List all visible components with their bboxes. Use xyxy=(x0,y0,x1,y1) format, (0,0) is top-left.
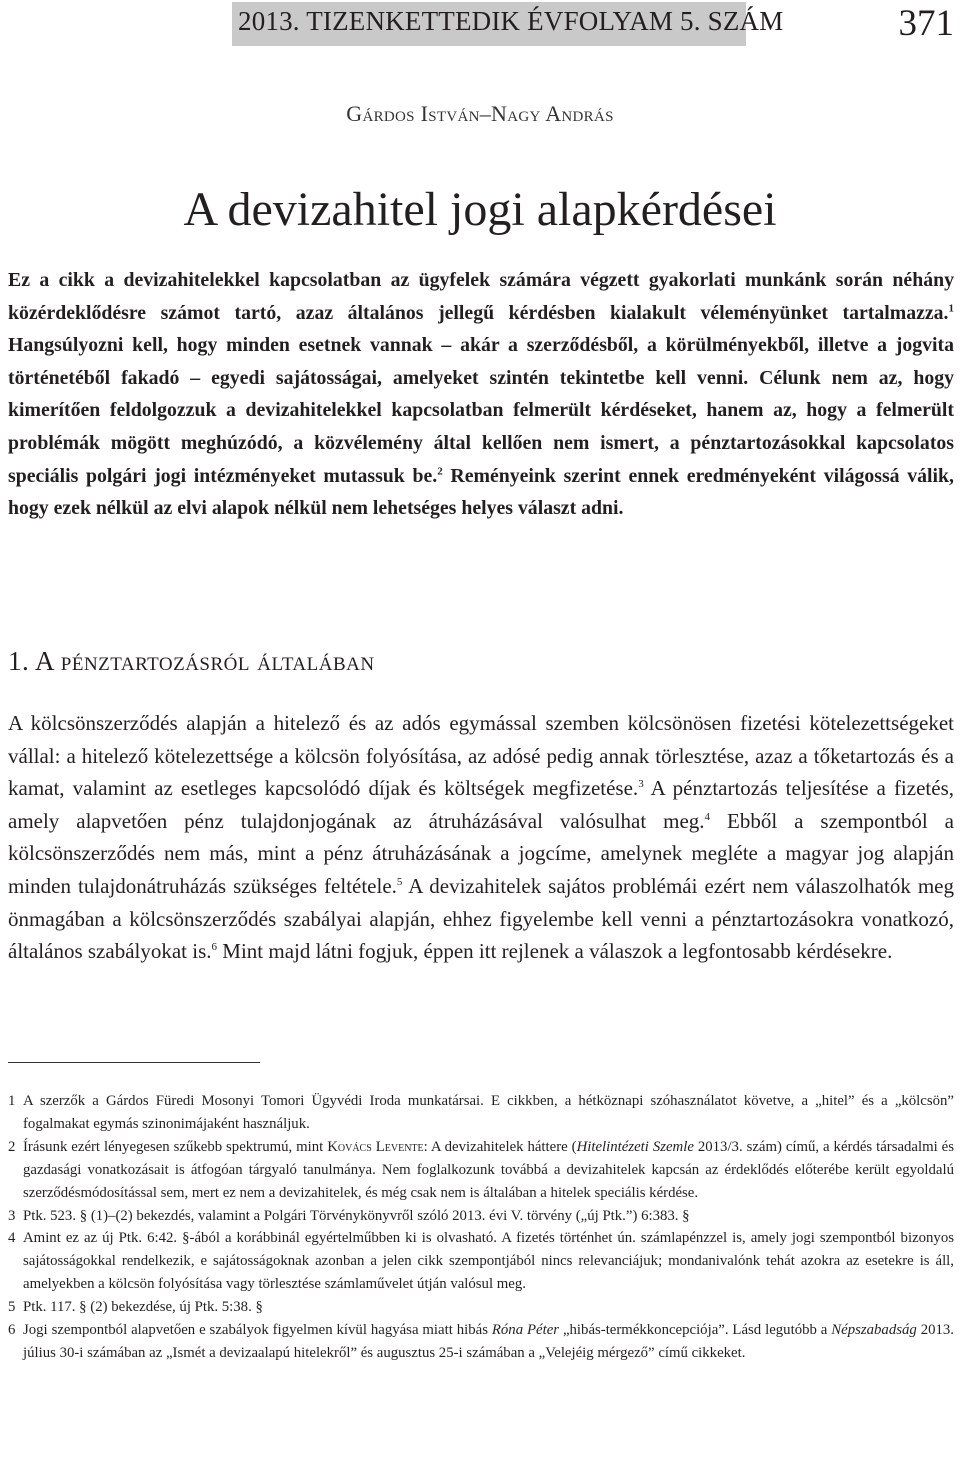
body-paragraph xyxy=(8,707,954,968)
footnote-number: 4 xyxy=(8,1230,16,1247)
article-authors: Gárdos István–Nagy András xyxy=(346,101,614,126)
footnote-text: Ptk. 117. § (2) bekezdése, új Ptk. 5:38. § xyxy=(23,1299,263,1316)
footnote-text: 2013. július 30-i számában az „Ismét a devizaalapú hitelekről” és augusztus 25-i számában a „Velejéig mérgező” című cikkeket. xyxy=(23,1322,954,1361)
footnote-ref-2[interactable]: 2 xyxy=(437,464,443,477)
footnote-ref-5[interactable]: 5 xyxy=(396,875,403,888)
section-title: A pénztartozásról általában xyxy=(35,646,375,676)
footnote-number: 2 xyxy=(8,1138,16,1155)
article-title: A devizahitel jogi alapkérdései xyxy=(183,183,777,236)
abstract-text-2: Hangsúlyozni kell, hogy minden esetnek vannak – akár a szerződésből, a körülményekből, illetve a jogvita történetéből fakadó – egyedi sajátosságai, amelyeket szintén tekintetbe kell venni. Célunk nem az, hogy kimerítően feldolgozzuk a devizahitelekkel kapcsolatban felmerült kérdéseket, hanem az, hogy a felmerült problémák mögött meghúzódó, a közvélemény által kellően nem ismert, a pénztartozásokkal kapcsolatos speciális polgári jogi intézményeket mutassuk be. xyxy=(8,334,954,487)
body-text-3: Ebből a szempontból a kölcsönszerződés nem más, mint a pénz átruházásának a jogcíme, amelynek megléte a magyar jog alapján minden tulajdonátruházás szükséges feltétele. xyxy=(8,808,955,898)
footnote-ref-4[interactable]: 4 xyxy=(704,810,711,823)
body-text-1: A kölcsönszerződés alapján a hitelező és az adós egymással szemben kölcsönösen fizetési kötelezettségeket vállal: a hitelező kötelezettsége a kölcsön folyósítása, az adósé pedig annak törlesztése, azaz a tőketartozás és a kamat, valamint az esetleges kapcsolódó díjak és költségek megfizetése. xyxy=(8,711,954,801)
footnote-text: „hibás-termékkoncepciója”. Lásd legutóbb a xyxy=(559,1322,832,1339)
body-text-2: A pénztartozás teljesítése a fizetés, amely alapvetően pénz tulajdonjogának az átruházásával valósulhat meg. xyxy=(8,776,954,833)
footnote-number: 6 xyxy=(8,1322,16,1339)
body-text-4: A devizahitelek sajátos problémái ezért nem válaszolhatók meg önmagában a kölcsönszerződés szabályai alapján, ehhez figyelembe kell venni a pénztartozásokra vonatkozó, általános szabályokat is. xyxy=(8,873,954,964)
footnote-ref-1[interactable]: 1 xyxy=(948,302,954,314)
footnote-text: A szerzők a Gárdos Füredi Mosonyi Tomori Ügyvédi Iroda munkatársai. E cikkben, a hétköznapi szóhasználatot követve, a „hitel” és a „kölcsön” fogalmakat egymás szinonimájaként használjuk. xyxy=(23,1093,954,1132)
footnote-3 xyxy=(8,1205,954,1228)
footnote-text: Jogi szempontból alapvetően e szabályok figyelmen kívül hagyása miatt hibás xyxy=(23,1322,492,1339)
footnote-text: Írásunk ezért lényegesen szűkebb spektrumú, mint xyxy=(23,1138,328,1155)
footnote-6 xyxy=(8,1319,954,1365)
article-abstract xyxy=(8,264,954,525)
footnote-ref-3[interactable]: 3 xyxy=(638,778,644,791)
abstract-text-3: Reményeink szerint ennek eredményeként világossá válik, hogy ezek nélkül az elvi alapok nélkül nem lehetséges helyes választ adni. xyxy=(8,464,954,520)
footnote-text: 2013/3. szám) című, a kérdés társadalmi és gazdasági vonatkozásait is átfogóan tárgyaló tanulmánya. Nem foglalkozunk továbbá a devizahitelek kapcsán az érdeklődés előterébe került egyoldalú szerződésmódosítással sem, mert ez nem a devizahitelek, és még csak nem is általában a hitelek speciális kérdése. xyxy=(23,1138,954,1201)
footnote-text: Amint ez az új Ptk. 6:42. §-ából a korábbinál egyértelműbben ki is olvasható. A fizetés történhet ún. számlapénzzel is, amely jogi szempontból bizonyos sajátosságokkal rendelkezik, e sajátosságoknak azonban a jelen cikk szempontjából nincs relevanciájuk; mondanivalónk tehát azokra az esetekre is áll, amelyekben a kölcsön folyósítása vagy törlesztése számlaművelet útján valósul meg. xyxy=(23,1230,954,1293)
cited-newspaper: Népszabadság xyxy=(831,1322,917,1339)
footnote-text: Ptk. 523. § (1)–(2) bekezdés, valamint a Polgári Törvénykönyvről szóló 2013. évi V. törvény („új Ptk.”) 6:383. § xyxy=(23,1207,690,1224)
cited-person: Róna Péter xyxy=(491,1322,560,1339)
journal-issue-label: 2013. TIZENKETTEDIK ÉVFOLYAM 5. SZÁM xyxy=(238,6,784,36)
body-text-5: Mint majd látni fogjuk, éppen itt rejlenek a válaszok a legfontosabb kérdésekre. xyxy=(217,939,893,964)
footnote-text: : A devizahitelek háttere ( xyxy=(423,1138,577,1155)
section-number: 1. xyxy=(8,646,30,676)
footnote-number: 1 xyxy=(8,1093,16,1109)
cited-journal: Hitelintézeti Szemle xyxy=(576,1138,694,1155)
footnote-separator xyxy=(8,1062,260,1063)
footnote-ref-6[interactable]: 6 xyxy=(211,941,218,954)
footnote-4 xyxy=(8,1227,954,1296)
footnote-2 xyxy=(8,1136,954,1205)
footnote-number: 3 xyxy=(8,1207,16,1224)
footnote-5 xyxy=(8,1296,954,1319)
section-heading xyxy=(8,646,375,677)
page-number: 371 xyxy=(898,3,954,44)
cited-author: Kovács Levente xyxy=(327,1138,424,1155)
footnotes xyxy=(8,1090,954,1365)
footnote-1 xyxy=(8,1090,954,1136)
footnote-number: 5 xyxy=(8,1299,16,1316)
abstract-text-1: Ez a cikk a devizahitelekkel kapcsolatban az ügyfelek számára végzett gyakorlati munkánk során néhány közérdeklődésre számot tartó, azaz általános jellegű kérdésben kialakult véleményünket tartalmazza. xyxy=(8,269,954,324)
